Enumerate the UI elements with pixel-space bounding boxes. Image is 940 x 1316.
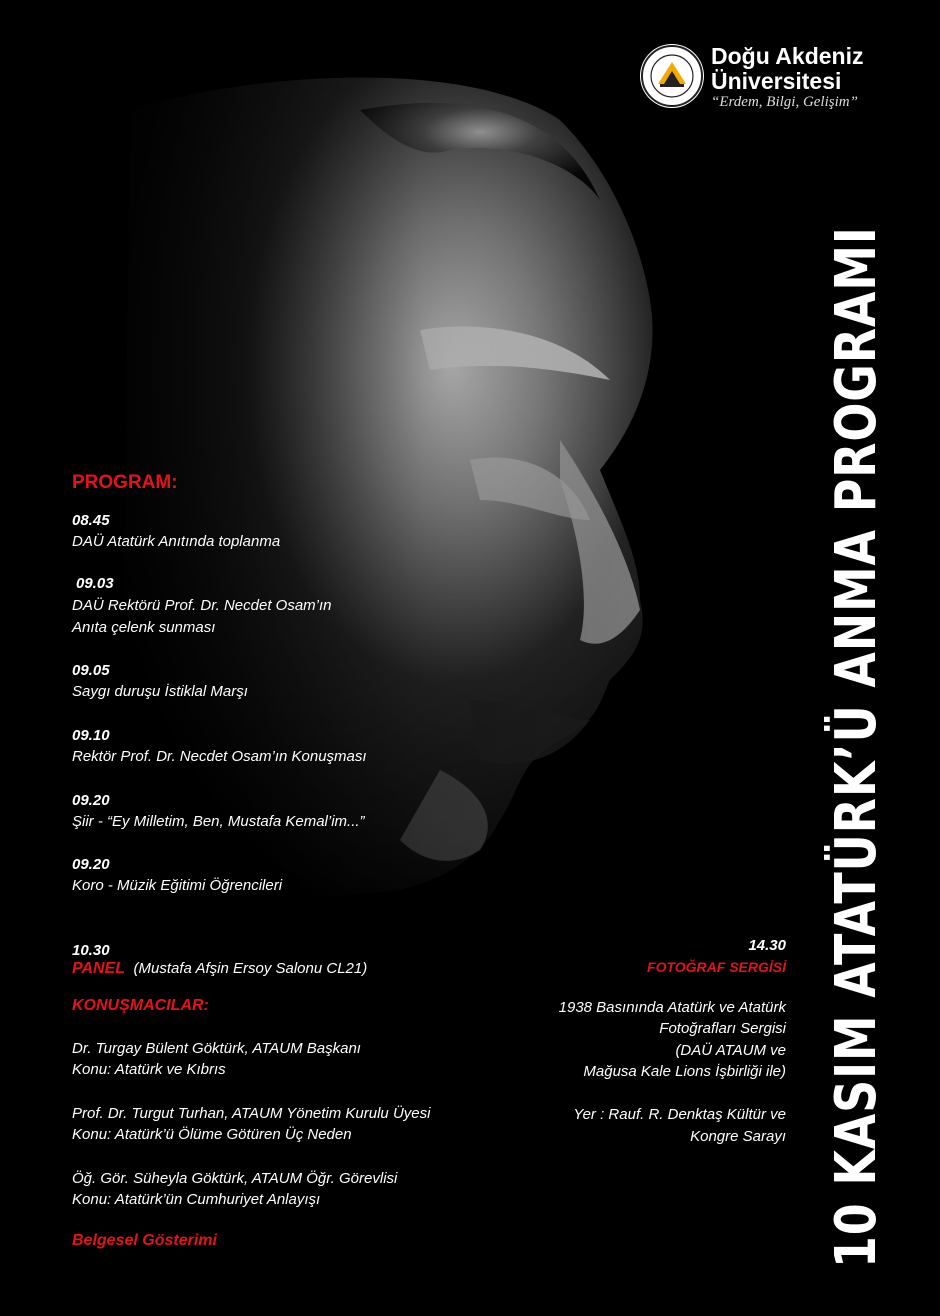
program-item-time: 09.20	[72, 856, 110, 873]
university-name	[711, 44, 863, 94]
exhibition-text: (DAÜ ATAUM ve	[675, 1042, 786, 1059]
panel-line	[72, 960, 367, 978]
speaker-name: Dr. Turgay Bülent Göktürk, ATAUM Başkanı	[72, 1040, 361, 1057]
program-title-text: 10 KASIM ATATÜRK’Ü ANMA PROGRAMI	[824, 226, 889, 1268]
program-item-text: Saygı duruşu İstiklal Marşı	[72, 683, 248, 700]
exhibition-title: FOTOĞRAF SERGİSİ	[647, 959, 786, 975]
program-item-text: DAÜ Rektörü Prof. Dr. Necdet Osam’ın	[72, 597, 332, 614]
speaker-name: Öğ. Gör. Süheyla Göktürk, ATAUM Öğr. Görevlisi	[72, 1170, 398, 1187]
exhibition-time: 14.30	[748, 937, 786, 954]
panel-time: 10.30	[72, 942, 110, 959]
program-item-text: Şiir - “Ey Milletim, Ben, Mustafa Kemal’im...”	[72, 813, 365, 830]
speaker-name: Prof. Dr. Turgut Turhan, ATAUM Yönetim Kurulu Üyesi	[72, 1105, 431, 1122]
program-item-time: 09.03	[76, 575, 114, 592]
program-item-text: Anıta çelenk sunması	[72, 619, 216, 636]
program-title	[826, 118, 888, 1268]
program-item-text: Rektör Prof. Dr. Necdet Osam’ın Konuşması	[72, 748, 367, 765]
program-item-time: 09.10	[72, 727, 110, 744]
program-item-time: 08.45	[72, 512, 110, 529]
speaker-topic: Konu: Atatürk’ü Ölüme Götüren Üç Neden	[72, 1126, 352, 1143]
speaker-topic: Konu: Atatürk ve Kıbrıs	[72, 1061, 226, 1078]
speakers-heading: KONUŞMACILAR:	[72, 997, 209, 1014]
university-logo	[640, 44, 910, 124]
exhibition-venue: Kongre Sarayı	[690, 1128, 786, 1145]
exhibition-text: Fotoğrafları Sergisi	[659, 1020, 786, 1037]
exhibition-text: Mağusa Kale Lions İşbirliği ile)	[583, 1063, 786, 1080]
exhibition-text: 1938 Basınında Atatürk ve Atatürk	[558, 999, 786, 1016]
university-motto: “Erdem, Bilgi, Gelişim”	[711, 94, 858, 110]
speaker-topic: Konu: Atatürk’ün Cumhuriyet Anlayışı	[72, 1191, 321, 1208]
program-item-time: 09.05	[72, 662, 110, 679]
program-item-text: Koro - Müzik Eğitimi Öğrencileri	[72, 877, 283, 894]
exhibition-venue: Yer : Rauf. R. Denktaş Kültür ve	[573, 1106, 786, 1123]
panel-label: PANEL	[72, 960, 126, 977]
documentary-label: Belgesel Gösterimi	[72, 1232, 217, 1249]
panel-location: (Mustafa Afşin Ersoy Salonu CL21)	[133, 960, 368, 977]
university-name-line2: Üniversitesi	[711, 68, 842, 94]
program-item-text: DAÜ Atatürk Anıtında toplanma	[72, 533, 281, 550]
university-name-line1: Doğu Akdeniz	[711, 43, 864, 69]
program-item-time: 09.20	[72, 792, 110, 809]
university-seal-icon	[640, 44, 704, 108]
program-heading: PROGRAM:	[72, 472, 178, 493]
